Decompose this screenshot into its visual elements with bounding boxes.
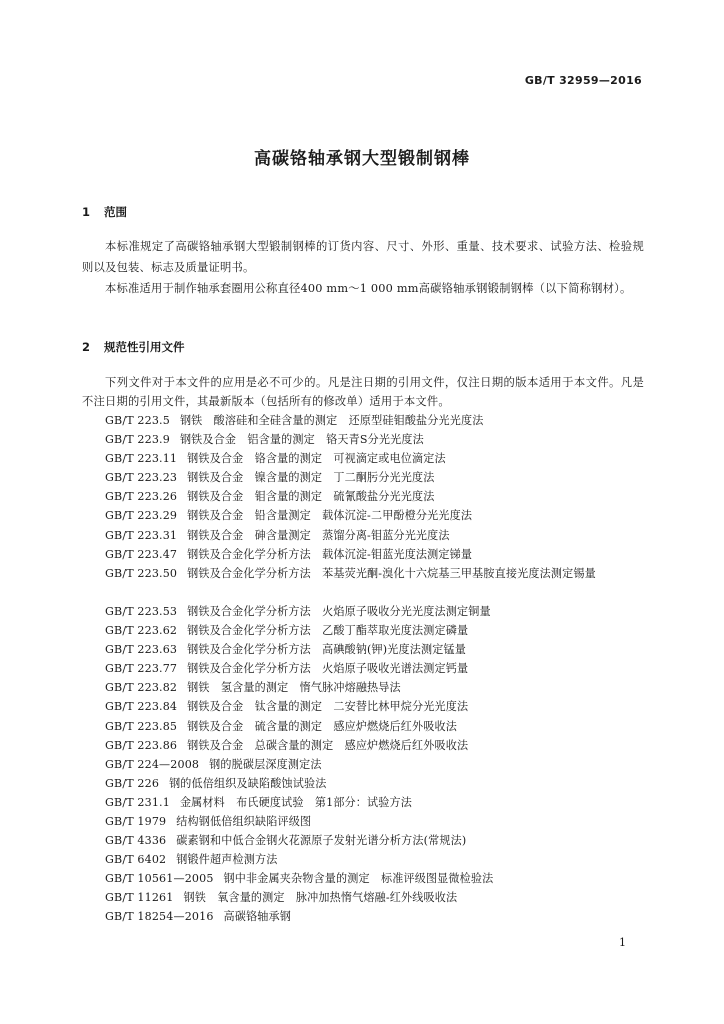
references-intro-paragraph: 下列文件对于本文件的应用是必不可少的。凡是注日期的引用文件，仅注日期的版本适用于本文件。凡是不注日期的引用文件，其最新版本（包括所有的修改单）适用于本文件。 [82, 376, 644, 408]
reference-item: GB/T 6402 钢锻件超声检测方法 [105, 853, 278, 867]
reference-item: GB/T 231.1 金属材料 布氏硬度试验 第1部分：试验方法 [105, 795, 413, 809]
scope-paragraph-1: 本标准规定了高碳铬轴承钢大型锻制钢棒的订货内容、尺寸、外形、重量、技术要求、试验方法、检验规则以及包装、标志及质量证明书。 [82, 240, 644, 274]
reference-item: GB/T 223.11 钢铁及合金 铬含量的测定 可视滴定或电位滴定法 [105, 452, 446, 466]
standard-code: GB/T 32959—2016 [524, 74, 642, 87]
reference-item: GB/T 223.84 钢铁及合金 钛含量的测定 二安替比林甲烷分光光度法 [105, 700, 469, 714]
document-title: 高碳铬轴承钢大型锻制钢棒 [254, 149, 470, 169]
reference-item: GB/T 223.85 钢铁及合金 硫含量的测定 感应炉燃烧后红外吸收法 [105, 719, 458, 733]
reference-item: GB/T 223.62 钢铁及合金化学分析方法 乙酸丁酯萃取光度法测定磷量 [105, 624, 469, 638]
reference-list [82, 411, 644, 927]
reference-item: GB/T 11261 钢铁 氧含量的测定 脉冲加热惰气熔融-红外线吸收法 [105, 891, 458, 905]
reference-item: GB/T 224—2008 钢的脱碳层深度测定法 [105, 757, 322, 771]
reference-item: GB/T 223.29 钢铁及合金 铅含量测定 载体沉淀-二甲酚橙分光光度法 [105, 509, 473, 523]
reference-item: GB/T 18254—2016 高碳铬轴承钢 [105, 910, 292, 924]
reference-item: GB/T 223.47 钢铁及合金化学分析方法 载体沉淀-钼蓝光度法测定锑量 [105, 547, 473, 561]
reference-item: GB/T 223.50 钢铁及合金化学分析方法 苯基荧光酮-溴化十六烷基三甲基胺直接光度法测定锡量 [105, 566, 596, 580]
reference-item: GB/T 223.63 钢铁及合金化学分析方法 高碘酸钠(钾)光度法测定锰量 [105, 643, 466, 657]
reference-item: GB/T 4336 碳素钢和中低合金钢火花源原子发射光谱分析方法(常规法) [105, 834, 467, 848]
reference-item: GB/T 223.5 钢铁 酸溶硅和全硅含量的测定 还原型硅钼酸盐分光光度法 [105, 414, 484, 427]
reference-item: GB/T 223.23 钢铁及合金 镍含量的测定 丁二酮肟分光光度法 [105, 471, 435, 485]
reference-item: GB/T 10561—2005 钢中非金属夹杂物含量的测定 标准评级图显微检验法 [105, 872, 494, 886]
reference-item: GB/T 223.82 钢铁 氢含量的测定 惰气脉冲熔融热导法 [105, 681, 401, 695]
reference-item: GB/T 223.86 钢铁及合金 总碳含量的测定 感应炉燃烧后红外吸收法 [105, 738, 469, 752]
reference-item: GB/T 223.26 钢铁及合金 钼含量的测定 硫氰酸盐分光光度法 [105, 490, 435, 504]
page-number: 1 [619, 936, 626, 949]
section-1-heading [82, 204, 127, 220]
scope-paragraph-2: 本标准适用于制作轴承套圈用公称直径400 mm～1 000 mm高碳铬轴承钢锻制钢棒（以下简称钢材）。 [105, 282, 632, 295]
reference-item: GB/T 223.31 钢铁及合金 砷含量测定 蒸馏分离-钼蓝分光光度法 [105, 528, 450, 542]
section-2-heading [82, 339, 185, 355]
section-number: 1 [82, 205, 91, 219]
reference-item: GB/T 226 钢的低倍组织及缺陷酸蚀试验法 [105, 776, 327, 790]
reference-item: GB/T 223.53 钢铁及合金化学分析方法 火焰原子吸收分光光度法测定铜量 [105, 604, 491, 618]
reference-item: GB/T 223.9 钢铁及合金 铝含量的测定 铬天青S分光光度法 [105, 433, 424, 447]
reference-item: GB/T 223.77 钢铁及合金化学分析方法 火焰原子吸收光谱法测定钙量 [105, 662, 469, 676]
section-title: 规范性引用文件 [104, 340, 185, 354]
reference-item: GB/T 1979 结构钢低倍组织缺陷评级图 [105, 814, 312, 828]
section-title: 范围 [104, 205, 127, 219]
section-number: 2 [82, 340, 91, 354]
